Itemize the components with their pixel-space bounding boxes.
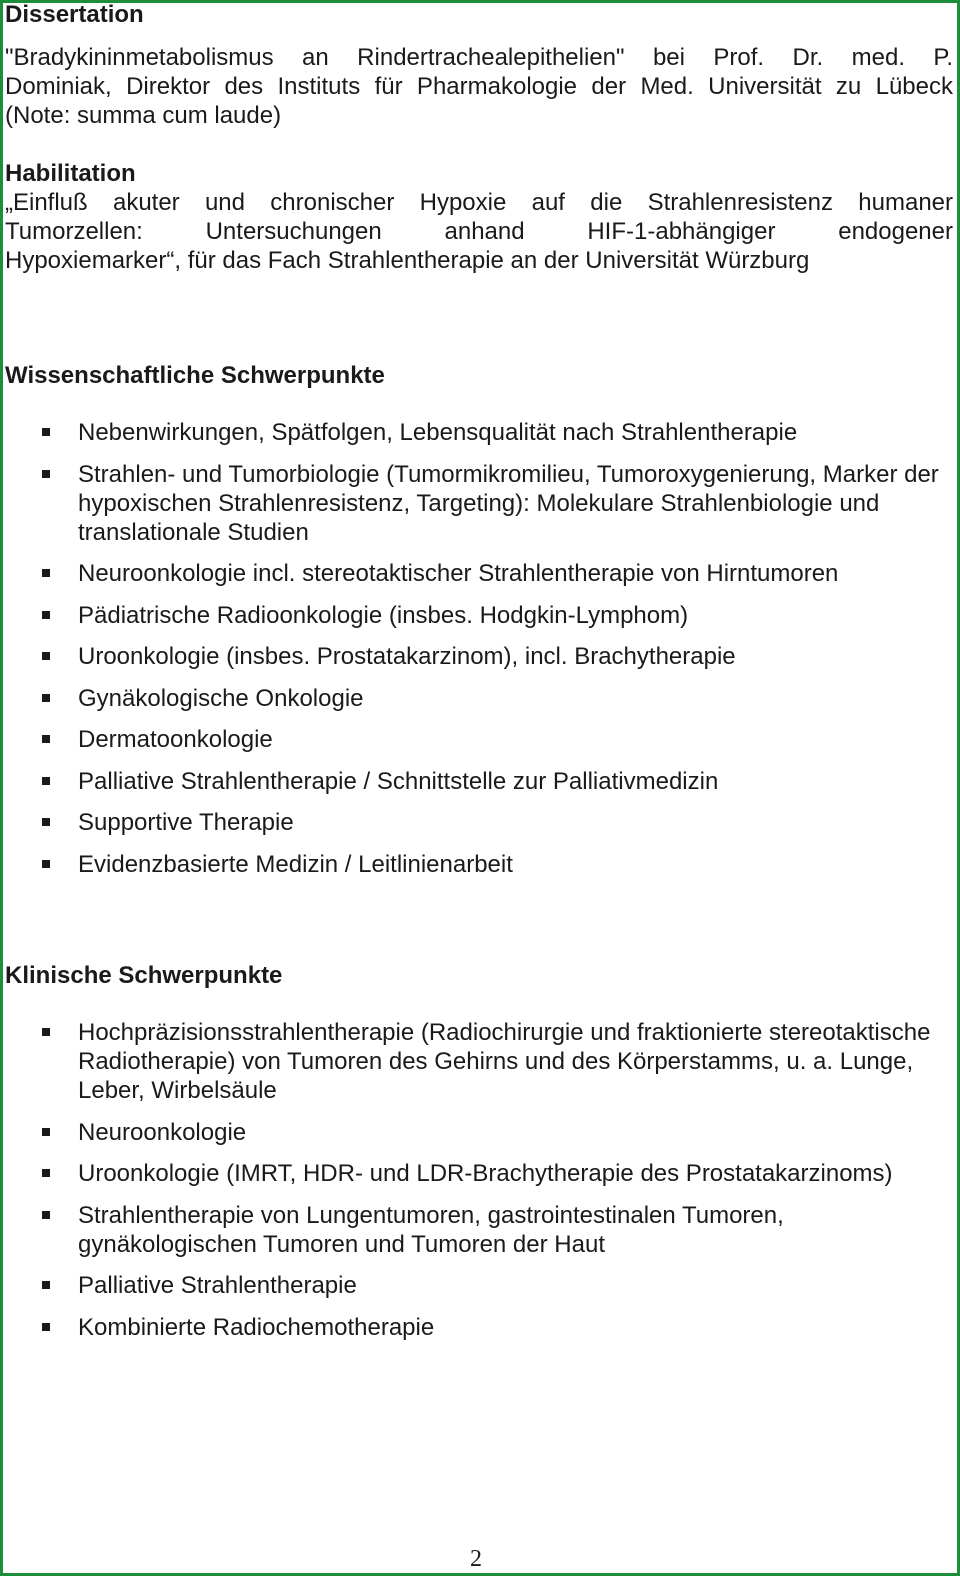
- bullet-icon: [42, 611, 50, 619]
- bullet-icon: [42, 652, 50, 660]
- list-item: [3, 418, 951, 447]
- list-item: [3, 1313, 951, 1342]
- habilitation-text: [5, 188, 953, 275]
- list-item-text: Hochpräzisionsstrahlentherapie (Radiochirurgie und fraktionierte stereotaktische Radiotherapie) von Tumoren des Gehirns und des Körperstamms, u. a. Lunge, Leber, Wirbelsäule: [78, 1019, 931, 1104]
- list-item: [3, 601, 951, 630]
- scientific-focus-heading: Wissenschaftliche Schwerpunkte: [5, 362, 385, 389]
- bullet-icon: [42, 1128, 50, 1136]
- list-item: [3, 1271, 951, 1300]
- list-item-text: Neuroonkologie: [78, 1118, 247, 1146]
- bullet-icon: [42, 735, 50, 743]
- bullet-icon: [42, 777, 50, 785]
- bullet-icon: [42, 818, 50, 826]
- dissertation-line: (Note: summa cum laude): [5, 102, 282, 129]
- list-item-text: Neuroonkologie incl. stereotaktischer Strahlentherapie von Hirntumoren: [78, 560, 839, 587]
- bullet-icon: [42, 470, 50, 478]
- dissertation-line: Dominiak, Direktor des Instituts für Pharmakologie der Med. Universität zu Lübeck: [5, 73, 953, 100]
- bullet-icon: [42, 569, 50, 577]
- habilitation-heading: Habilitation: [5, 160, 136, 187]
- clinical-focus-list: [3, 1018, 951, 1354]
- list-item: [3, 460, 951, 547]
- habilitation-line: „Einfluß akuter und chronischer Hypoxie auf die Strahlenresistenz humaner: [5, 189, 953, 216]
- page-number: 2: [470, 1546, 482, 1572]
- list-item-text: Gynäkologische Onkologie: [78, 684, 364, 712]
- list-item-text: Uroonkologie (IMRT, HDR- und LDR-Brachytherapie des Prostatakarzinoms): [78, 1160, 893, 1187]
- list-item-text: Kombinierte Radiochemotherapie: [78, 1313, 435, 1341]
- bullet-icon: [42, 1323, 50, 1331]
- list-item: [3, 808, 951, 837]
- list-item: [3, 1018, 951, 1105]
- clinical-focus-heading: Klinische Schwerpunkte: [5, 962, 283, 989]
- scientific-focus-list: [3, 418, 951, 891]
- list-item-text: Dermatoonkologie: [78, 726, 273, 753]
- dissertation-line: "Bradykininmetabolismus an Rindertrachealepithelien" bei Prof. Dr. med. P.: [5, 44, 953, 71]
- bullet-icon: [42, 1169, 50, 1177]
- bullet-icon: [42, 1211, 50, 1219]
- list-item: [3, 559, 951, 588]
- list-item-text: Palliative Strahlentherapie / Schnittstelle zur Palliativmedizin: [78, 767, 719, 795]
- list-item-text: Pädiatrische Radioonkologie (insbes. Hodgkin-Lymphom): [78, 601, 689, 629]
- bullet-icon: [42, 428, 50, 436]
- list-item: [3, 767, 951, 796]
- list-item-text: Nebenwirkungen, Spätfolgen, Lebensqualität nach Strahlentherapie: [78, 419, 798, 446]
- list-item-text: Uroonkologie (insbes. Prostatakarzinom), incl. Brachytherapie: [78, 643, 736, 670]
- list-item: [3, 1118, 951, 1147]
- list-item: [3, 684, 951, 713]
- habilitation-line: Hypoxiemarker“, für das Fach Strahlentherapie an der Universität Würzburg: [5, 247, 810, 274]
- bullet-icon: [42, 860, 50, 868]
- bullet-icon: [42, 694, 50, 702]
- list-item: [3, 1201, 951, 1259]
- list-item-text: Supportive Therapie: [78, 809, 294, 836]
- list-item: [3, 725, 951, 754]
- list-item-text: Palliative Strahlentherapie: [78, 1272, 357, 1299]
- list-item-text: Strahlentherapie von Lungentumoren, gastrointestinalen Tumoren, gynäkologischen Tumoren und Tumoren der Haut: [78, 1201, 784, 1258]
- list-item: [3, 1159, 951, 1188]
- dissertation-heading: Dissertation: [5, 1, 144, 28]
- list-item-text: Evidenzbasierte Medizin / Leitlinienarbeit: [78, 850, 513, 878]
- list-item: [3, 642, 951, 671]
- bullet-icon: [42, 1028, 50, 1036]
- list-item-text: Strahlen- und Tumorbiologie (Tumormikromilieu, Tumoroxygenierung, Marker der hypoxischen Strahlenresistenz, Targeting): Molekulare Strahlenbiologie und translationale Studien: [78, 460, 939, 546]
- dissertation-text: [5, 43, 953, 130]
- list-item: [3, 850, 951, 879]
- bullet-icon: [42, 1281, 50, 1289]
- habilitation-line: Tumorzellen: Untersuchungen anhand HIF-1-abhängiger endogener: [5, 218, 953, 245]
